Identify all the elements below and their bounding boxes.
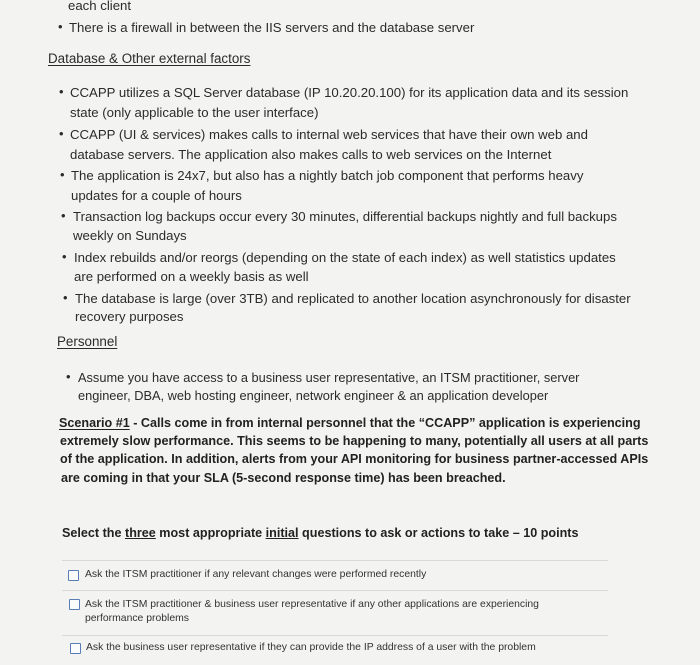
db-bullet-6-line-1: The database is large (over 3TB) and replicated to another location asynchronously for disaster [75,291,631,306]
option-1-text: Ask the ITSM practitioner if any relevant changes were performed recently [85,569,427,580]
option-2[interactable] [62,596,608,630]
scenario-text-1: - Calls come in from internal personnel that the “CCAPP” application is experiencing [129,416,641,430]
bullet-icon: • [58,19,63,34]
divider [62,590,608,591]
db-bullet-4-line-2: weekly on Sundays [73,228,187,243]
section-heading-personnel: Personnel [57,334,118,349]
option-2-text-line-2: performance problems [85,613,189,624]
db-bullet-5-line-2: are performed on a weekly basis as well [74,269,309,284]
emphasis-three: three [125,526,156,540]
db-bullet-4-line-1: Transaction log backups occur every 30 minutes, differential backups nightly and full backups [73,209,617,224]
db-bullet-6-line-2: recovery purposes [75,309,184,324]
bullet-icon: • [63,290,68,305]
scenario-line-3: of the application. In addition, alerts from your API monitoring for business partner-accessed APIs [60,452,649,466]
db-bullet-3-line-1: The application is 24x7, but also has a nightly batch job component that performs heavy [71,168,584,183]
option-2-checkbox[interactable] [69,599,80,610]
option-3-checkbox[interactable] [70,643,81,654]
firewall-bullet: There is a firewall in between the IIS servers and the database server [69,20,475,35]
text-fragment: each client [68,0,132,13]
bullet-icon: • [59,84,64,99]
question-prompt: Select the three most appropriate initial questions to ask or actions to take – 10 points [62,526,579,540]
db-bullet-1-line-1: CCAPP utilizes a SQL Server database (IP 10.20.20.100) for its application data and its session [70,85,629,100]
section-heading-database: Database & Other external factors [48,51,251,66]
personnel-bullet-line-1: Assume you have access to a business user representative, an ITSM practitioner, server [78,370,580,385]
divider [62,635,608,636]
option-1-checkbox[interactable] [68,570,79,581]
bullet-icon: • [59,126,64,141]
option-2-text-line-1: Ask the ITSM practitioner & business user representative if any other applications are experiencing [85,599,539,610]
db-bullet-1-line-2: state (only applicable to the user interface) [70,105,319,120]
scenario-line-4: are coming in that your SLA (5-second response time) has been breached. [61,471,506,485]
bullet-icon: • [61,208,66,223]
scenario-label: Scenario #1 [59,416,130,430]
option-3[interactable] [62,640,608,660]
emphasis-initial: initial [265,526,299,540]
option-1[interactable] [62,566,608,588]
personnel-bullet-line-2: engineer, DBA, web hosting engineer, network engineer & an application developer [78,388,549,403]
divider [62,560,608,561]
bullet-icon: • [66,369,71,384]
db-bullet-5-line-1: Index rebuilds and/or reorgs (depending on the state of each index) as well statistics updates [74,250,616,265]
scenario-line-2: extremely slow performance. This seems to be happening to many, potentially all users at all parts [60,434,649,448]
db-bullet-3-line-2: updates for a couple of hours [71,188,242,203]
bullet-icon: • [60,167,65,182]
db-bullet-2-line-2: database servers. The application also makes calls to web services on the Internet [70,147,552,162]
option-3-text: Ask the business user representative if they can provide the IP address of a user with the problem [86,642,536,653]
bullet-icon: • [62,249,67,264]
db-bullet-2-line-1: CCAPP (UI & services) makes calls to internal web services that have their own web and [70,127,588,142]
scenario-line-1 [59,414,641,433]
